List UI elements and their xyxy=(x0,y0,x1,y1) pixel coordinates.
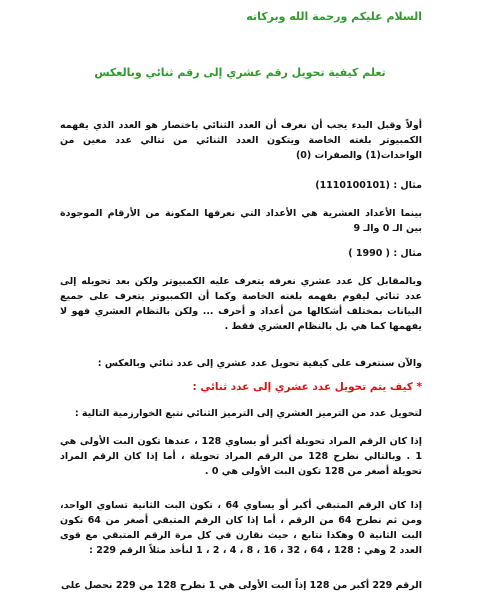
algorithm-intro-line: لتحويل عدد من الترميز العشري إلى الترميز الثنائي نتبع الخوارزمية التالية : xyxy=(74,408,422,419)
conversion-need-paragraph: وبالمقابل كل عدد عشري نعرفه يتعرف عليه الكمبيوتر ولكن بعد تحويله إلى عدد ثنائي ليقوم بفهمه بلغته الخاصة وكما أن الكمبيوتر يتعرف على جميع البيانات بمختلف أشكالها من أعداد و أحرف ... ولكن بالنظام العشري فهو لا يفهمها كما هي بل بالنظام العشري فقط . xyxy=(60,276,422,332)
binary-example-line: مثال : (1110100101) xyxy=(315,180,422,191)
section-heading-decimal-to-binary: * كيف يتم تحويل عدد عشري إلى عدد ثنائي : xyxy=(192,381,422,393)
intro-paragraph: أولاً وقبل البدء يجب أن نعرف أن العدد الثنائي باختصار هو العدد الذي يفهمه الكمبيوتر بلغته الخاصة ويتكون العدد الثنائي من تتالي عدد معين من الواحدات(1) والصفرات (0) xyxy=(60,120,422,161)
decimal-definition-paragraph: بينما الأعداد العشرية هي الأعداد التي نعرفها المكونة من الأرقام الموجودة بين الـ 0 والـ 9 xyxy=(60,208,422,234)
greeting-text: السلام عليكم ورحمة الله وبركاته xyxy=(246,10,422,23)
decimal-example-line: مثال : ( 1990 ) xyxy=(348,248,422,259)
step-64-paragraph: إذا كان الرقم المتبقي أكبر أو يساوي 64 ، تكون البت الثانية تساوي الواحد، ومن ثم نطرح 64 من الرقم ، أما إذا كان الرقم المتبقي أصغر من 64 تكون البت الثانية 0 وهكذا نتابع ، حيث نقارن في كل مرة الرقم المتبقي مع قوى العدد 2 وهي : 128 ، 64 ، 32 ، 16 ، 8 ، 4 ، 2 ، 1 لنأخذ مثلاً الرقم 229 : xyxy=(60,500,423,556)
document-title: تعلم كيفية تحويل رقم عشري إلى رقم ثنائي وبالعكس xyxy=(94,66,386,79)
example-229-line: الرقم 229 أكبر من 128 إذاً البت الأولى هي 1 نطرح 128 من 229 نحصل على xyxy=(60,580,422,591)
now-learn-line: والآن سنتعرف على كيفية تحويل عدد عشري إلى عدد ثنائي وبالعكس : xyxy=(97,358,422,369)
step-128-paragraph: إذا كان الرقم المراد تحويلة أكبر أو يساوي 128 ، عندها تكون البت الأولى هي 1 . وبالتالي نطرح 128 من الرقم المراد تحويلة ، أما إذا كان الرقم المراد تحويلة أصغر من 128 تكون البت الأولى هي 0 . xyxy=(60,436,422,477)
